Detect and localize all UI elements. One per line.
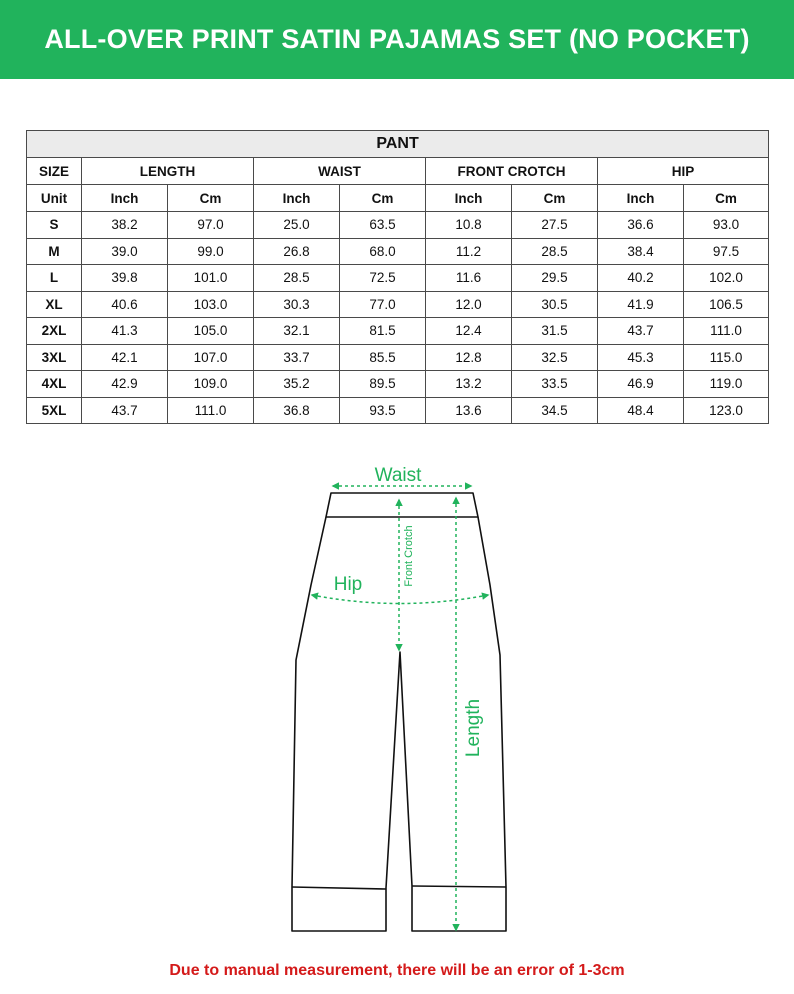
group-header-front-crotch: FRONT CROTCH <box>426 158 598 185</box>
measurement-cell: 68.0 <box>340 238 426 265</box>
measurement-cell: 63.5 <box>340 212 426 239</box>
size-column-header: SIZE <box>27 158 82 185</box>
unit-header: Cm <box>512 185 598 212</box>
size-chart-body <box>27 212 769 424</box>
measurement-cell: 38.4 <box>598 238 684 265</box>
group-header-length: LENGTH <box>82 158 254 185</box>
table-row <box>27 397 769 424</box>
waistband-shape <box>326 493 478 517</box>
unit-header: Inch <box>254 185 340 212</box>
measurement-cell: 89.5 <box>340 371 426 398</box>
measurement-cell: 48.4 <box>598 397 684 424</box>
unit-header: Inch <box>82 185 168 212</box>
unit-header: Cm <box>684 185 769 212</box>
table-row <box>27 238 769 265</box>
group-header-row <box>27 158 769 185</box>
measurement-cell: 30.5 <box>512 291 598 318</box>
header-banner <box>0 0 794 79</box>
measurement-cell: 111.0 <box>684 318 769 345</box>
measurement-cell: 36.6 <box>598 212 684 239</box>
measurement-cell: 40.2 <box>598 265 684 292</box>
table-row <box>27 212 769 239</box>
measurement-cell: 32.1 <box>254 318 340 345</box>
measurement-cell: 109.0 <box>168 371 254 398</box>
measurement-cell: 102.0 <box>684 265 769 292</box>
unit-header: Inch <box>598 185 684 212</box>
measurement-cell: 38.2 <box>82 212 168 239</box>
measurement-cell: 12.8 <box>426 344 512 371</box>
table-row <box>27 291 769 318</box>
measurement-cell: 42.9 <box>82 371 168 398</box>
measurement-cell: 12.0 <box>426 291 512 318</box>
hip-label: Hip <box>333 574 363 595</box>
measurement-cell: 45.3 <box>598 344 684 371</box>
measurement-cell: 35.2 <box>254 371 340 398</box>
measurement-cell: 36.8 <box>254 397 340 424</box>
measurement-cell: 13.2 <box>426 371 512 398</box>
measurement-cell: 29.5 <box>512 265 598 292</box>
table-row <box>27 265 769 292</box>
size-cell: L <box>27 265 82 292</box>
waist-label: Waist <box>374 465 422 486</box>
measurement-cell: 72.5 <box>340 265 426 292</box>
measurement-cell: 28.5 <box>512 238 598 265</box>
measurement-cell: 99.0 <box>168 238 254 265</box>
measurement-cell: 85.5 <box>340 344 426 371</box>
size-cell: 5XL <box>27 397 82 424</box>
table-caption: PANT <box>27 131 769 158</box>
measurement-lines <box>312 486 488 930</box>
size-cell: S <box>27 212 82 239</box>
unit-header: Cm <box>340 185 426 212</box>
size-cell: XL <box>27 291 82 318</box>
measurement-cell: 43.7 <box>82 397 168 424</box>
measurement-cell: 28.5 <box>254 265 340 292</box>
measurement-cell: 31.5 <box>512 318 598 345</box>
measurement-cell: 26.8 <box>254 238 340 265</box>
measurement-cell: 41.3 <box>82 318 168 345</box>
measurement-cell: 123.0 <box>684 397 769 424</box>
size-cell: 4XL <box>27 371 82 398</box>
measurement-cell: 105.0 <box>168 318 254 345</box>
measurement-cell: 115.0 <box>684 344 769 371</box>
table-row <box>27 318 769 345</box>
size-cell: 3XL <box>27 344 82 371</box>
measurement-cell: 12.4 <box>426 318 512 345</box>
left-cuff-line <box>292 887 386 889</box>
right-cuff-line <box>412 886 506 887</box>
unit-header: Inch <box>426 185 512 212</box>
measurement-cell: 97.5 <box>684 238 769 265</box>
measurement-cell: 119.0 <box>684 371 769 398</box>
measurement-cell: 111.0 <box>168 397 254 424</box>
table-row <box>27 344 769 371</box>
measurement-cell: 43.7 <box>598 318 684 345</box>
unit-header: Cm <box>168 185 254 212</box>
measurement-cell: 30.3 <box>254 291 340 318</box>
measurement-cell: 93.0 <box>684 212 769 239</box>
hip-measure-line <box>312 595 488 604</box>
measurement-cell: 39.8 <box>82 265 168 292</box>
measurement-cell: 32.5 <box>512 344 598 371</box>
measurement-error-note: Due to manual measurement, there will be an error of 1-3cm <box>169 962 625 979</box>
measurement-cell: 11.6 <box>426 265 512 292</box>
measurement-cell: 10.8 <box>426 212 512 239</box>
measurement-cell: 103.0 <box>168 291 254 318</box>
measurement-cell: 33.7 <box>254 344 340 371</box>
measurement-cell: 77.0 <box>340 291 426 318</box>
measurement-cell: 106.5 <box>684 291 769 318</box>
measurement-cell: 25.0 <box>254 212 340 239</box>
measurement-cell: 97.0 <box>168 212 254 239</box>
measurement-cell: 34.5 <box>512 397 598 424</box>
measurement-cell: 13.6 <box>426 397 512 424</box>
group-header-waist: WAIST <box>254 158 426 185</box>
front-crotch-label: Front Crotch <box>403 525 415 587</box>
measurement-cell: 40.6 <box>82 291 168 318</box>
group-header-hip: HIP <box>598 158 769 185</box>
measurement-cell: 46.9 <box>598 371 684 398</box>
length-label: Length <box>463 698 484 758</box>
measurement-cell: 11.2 <box>426 238 512 265</box>
size-cell: M <box>27 238 82 265</box>
measurement-cell: 39.0 <box>82 238 168 265</box>
measurement-cell: 93.5 <box>340 397 426 424</box>
measurement-cell: 81.5 <box>340 318 426 345</box>
pants-measurement-diagram <box>0 455 794 945</box>
measurement-cell: 101.0 <box>168 265 254 292</box>
unit-column-header: Unit <box>27 185 82 212</box>
measurement-cell: 41.9 <box>598 291 684 318</box>
page-title: ALL-OVER PRINT SATIN PAJAMAS SET (NO POCKET) <box>44 24 750 54</box>
measurement-cell: 107.0 <box>168 344 254 371</box>
unit-header-row <box>27 185 769 212</box>
size-cell: 2XL <box>27 318 82 345</box>
measurement-cell: 27.5 <box>512 212 598 239</box>
table-row <box>27 371 769 398</box>
size-chart-table <box>26 130 769 424</box>
measurement-cell: 33.5 <box>512 371 598 398</box>
measurement-cell: 42.1 <box>82 344 168 371</box>
